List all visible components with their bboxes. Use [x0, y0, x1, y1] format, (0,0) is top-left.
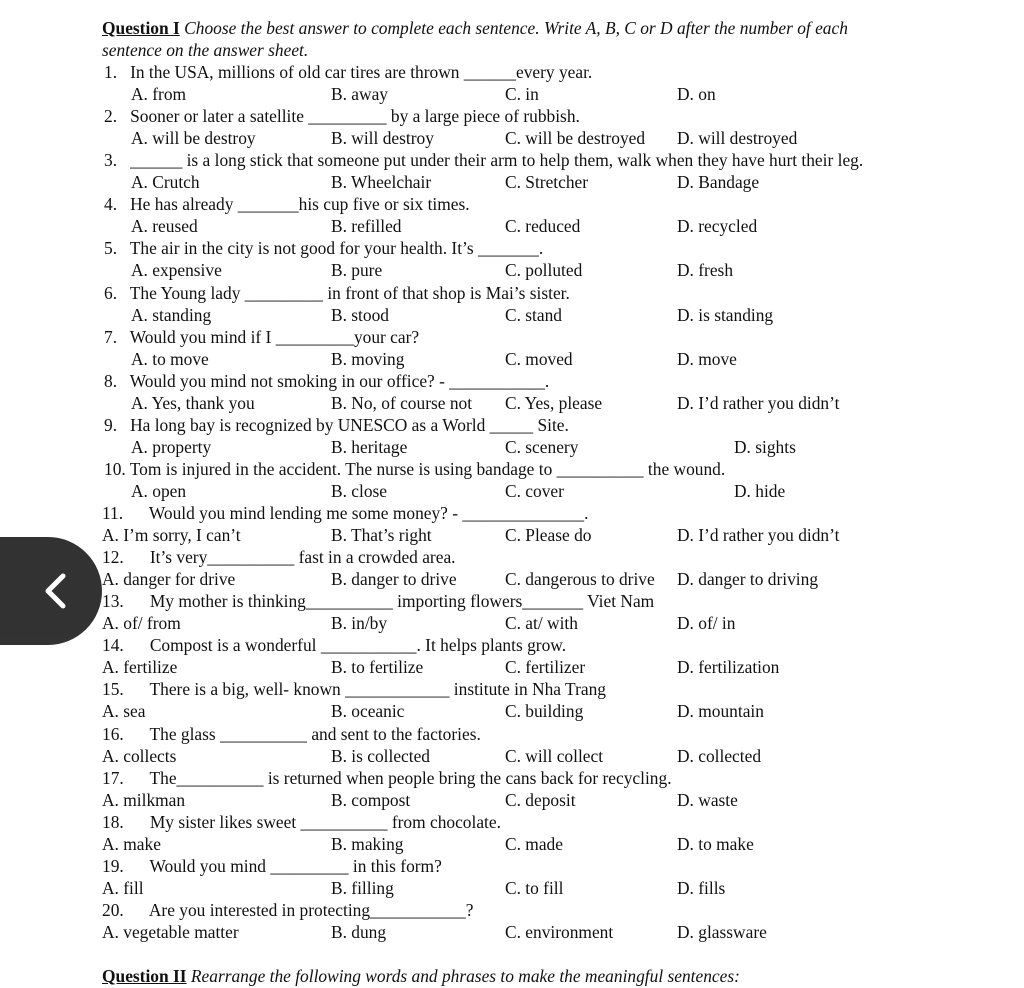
answer-option-b: B. danger to drive — [331, 569, 457, 589]
answer-option-b: B. heritage — [331, 437, 408, 457]
answer-option-c: C. dangerous to drive — [505, 569, 655, 589]
question-stem: 5. The air in the city is not good for your health. It’s _______. — [104, 238, 544, 258]
answer-option-d: D. move — [677, 349, 737, 369]
answer-option-b: B. pure — [331, 260, 383, 280]
answer-option-b: B. in/by — [331, 613, 388, 633]
answer-option-c: C. will be destroyed — [505, 128, 646, 148]
answer-option-a: A. fill — [102, 878, 144, 898]
answer-option-c: C. building — [505, 701, 584, 721]
answer-option-c: C. reduced — [505, 216, 581, 236]
answer-option-b: B. making — [331, 834, 404, 854]
chevron-left-icon — [39, 571, 73, 611]
answer-option-b: B. refilled — [331, 216, 402, 236]
question-stem: 10. Tom is injured in the accident. The nurse is using bandage to __________ the wound. — [104, 459, 726, 479]
answer-option-c: C. cover — [505, 481, 564, 501]
answer-option-d: D. is standing — [677, 305, 774, 325]
answer-option-a: A. vegetable matter — [102, 922, 239, 942]
question-1-instruction: Choose the best answer to complete each sentence. Write A, B, C or D after the number of each — [179, 18, 848, 38]
answer-option-d: D. of/ in — [677, 613, 736, 633]
answer-option-b: B. That’s right — [331, 525, 432, 545]
answer-option-d: D. fills — [677, 878, 726, 898]
answer-option-c: C. Stretcher — [505, 172, 589, 192]
question-stem: 8. Would you mind not smoking in our office? - ___________. — [104, 371, 550, 391]
answer-option-d: D. collected — [677, 746, 762, 766]
answer-option-a: A. make — [102, 834, 161, 854]
answer-option-d: D. hide — [734, 481, 786, 501]
answer-option-c: C. Please do — [505, 525, 592, 545]
answer-option-b: B. stood — [331, 305, 389, 325]
answer-option-d: D. danger to driving — [677, 569, 819, 589]
question-2-heading — [102, 965, 740, 987]
answer-option-c: C. moved — [505, 349, 573, 369]
answer-option-a: A. open — [131, 481, 187, 501]
answer-option-d: D. waste — [677, 790, 738, 810]
answer-option-b: B. Wheelchair — [331, 172, 432, 192]
answer-option-b: B. will destroy — [331, 128, 434, 148]
answer-option-a: A. Yes, thank you — [131, 393, 255, 413]
answer-option-c: C. environment — [505, 922, 614, 942]
answer-option-c: C. stand — [505, 305, 563, 325]
question-stem: 19. Would you mind _________ in this form? — [102, 856, 442, 876]
question-2-instruction: Rearrange the following words and phrases to make the meaningful sentences: — [186, 966, 740, 986]
question-stem: 6. The Young lady _________ in front of that shop is Mai’s sister. — [104, 283, 570, 303]
question-stem: 3. ______ is a long stick that someone put under their arm to help them, walk when they have hurt their leg. — [104, 150, 864, 170]
answer-option-a: A. standing — [131, 305, 212, 325]
answer-option-d: D. recycled — [677, 216, 758, 236]
answer-option-b: B. No, of course not — [331, 393, 473, 413]
answer-option-a: A. Crutch — [131, 172, 200, 192]
answer-option-a: A. of/ from — [102, 613, 181, 633]
answer-option-d: D. I’d rather you didn’t — [677, 393, 840, 413]
answer-option-c: C. in — [505, 84, 539, 104]
question-1-instruction-cont: sentence on the answer sheet. — [102, 40, 309, 60]
question-stem: 1. In the USA, millions of old car tires are thrown ______every year. — [104, 62, 593, 82]
answer-option-a: A. fertilize — [102, 657, 178, 677]
question-stem: 12. It’s very__________ fast in a crowded area. — [102, 547, 456, 567]
answer-option-a: A. reused — [131, 216, 198, 236]
answer-option-a: A. to move — [131, 349, 209, 369]
question-stem: 7. Would you mind if I _________your car? — [104, 327, 420, 347]
answer-option-b: B. is collected — [331, 746, 431, 766]
question-1-heading — [102, 17, 848, 39]
question-stem: 20. Are you interested in protecting___________? — [102, 900, 474, 920]
answer-option-b: B. moving — [331, 349, 405, 369]
answer-option-c: C. polluted — [505, 260, 583, 280]
answer-option-d: D. fertilization — [677, 657, 780, 677]
answer-option-d: D. Bandage — [677, 172, 760, 192]
answer-option-a: A. danger for drive — [102, 569, 236, 589]
answer-option-b: B. dung — [331, 922, 387, 942]
answer-option-a: A. I’m sorry, I can’t — [102, 525, 241, 545]
answer-option-a: A. expensive — [131, 260, 222, 280]
answer-option-d: D. glassware — [677, 922, 767, 942]
question-stem: 17. The__________ is returned when people bring the cans back for recycling. — [102, 768, 672, 788]
answer-option-b: B. filling — [331, 878, 394, 898]
question-stem: 4. He has already _______his cup five or six times. — [104, 194, 470, 214]
answer-option-c: C. fertilizer — [505, 657, 586, 677]
answer-option-c: C. Yes, please — [505, 393, 603, 413]
answer-option-d: D. will destroyed — [677, 128, 798, 148]
answer-option-b: B. close — [331, 481, 388, 501]
question-stem: 11. Would you mind lending me some money? - ______________. — [102, 503, 589, 523]
answer-option-b: B. compost — [331, 790, 411, 810]
answer-option-d: D. to make — [677, 834, 754, 854]
answer-option-d: D. sights — [734, 437, 796, 457]
answer-option-a: A. collects — [102, 746, 177, 766]
answer-option-c: C. to fill — [505, 878, 564, 898]
answer-option-a: A. property — [131, 437, 212, 457]
answer-option-c: C. will collect — [505, 746, 604, 766]
answer-option-d: D. on — [677, 84, 716, 104]
answer-option-a: A. from — [131, 84, 187, 104]
answer-option-c: C. scenery — [505, 437, 579, 457]
question-stem: 13. My mother is thinking__________ importing flowers_______ Viet Nam — [102, 591, 655, 611]
question-stem: 9. Ha long bay is recognized by UNESCO as a World _____ Site. — [104, 415, 569, 435]
answer-option-a: A. will be destroy — [131, 128, 256, 148]
answer-option-b: B. oceanic — [331, 701, 405, 721]
question-1-label: Question I — [102, 18, 180, 38]
question-stem: 15. There is a big, well- known ____________ institute in Nha Trang — [102, 679, 606, 699]
answer-option-b: B. to fertilize — [331, 657, 424, 677]
answer-option-a: A. milkman — [102, 790, 186, 810]
question-stem: 14. Compost is a wonderful ___________. It helps plants grow. — [102, 635, 567, 655]
answer-option-b: B. away — [331, 84, 388, 104]
answer-option-c: C. deposit — [505, 790, 576, 810]
question-stem: 16. The glass __________ and sent to the factories. — [102, 724, 481, 744]
answer-option-d: D. mountain — [677, 701, 764, 721]
question-stem: 18. My sister likes sweet __________ from chocolate. — [102, 812, 501, 832]
answer-option-c: C. at/ with — [505, 613, 578, 633]
question-2-label: Question II — [102, 966, 187, 986]
question-stem: 2. Sooner or later a satellite _________ by a large piece of rubbish. — [104, 106, 580, 126]
answer-option-c: C. made — [505, 834, 563, 854]
answer-option-d: D. I’d rather you didn’t — [677, 525, 840, 545]
answer-option-a: A. sea — [102, 701, 146, 721]
answer-option-d: D. fresh — [677, 260, 734, 280]
